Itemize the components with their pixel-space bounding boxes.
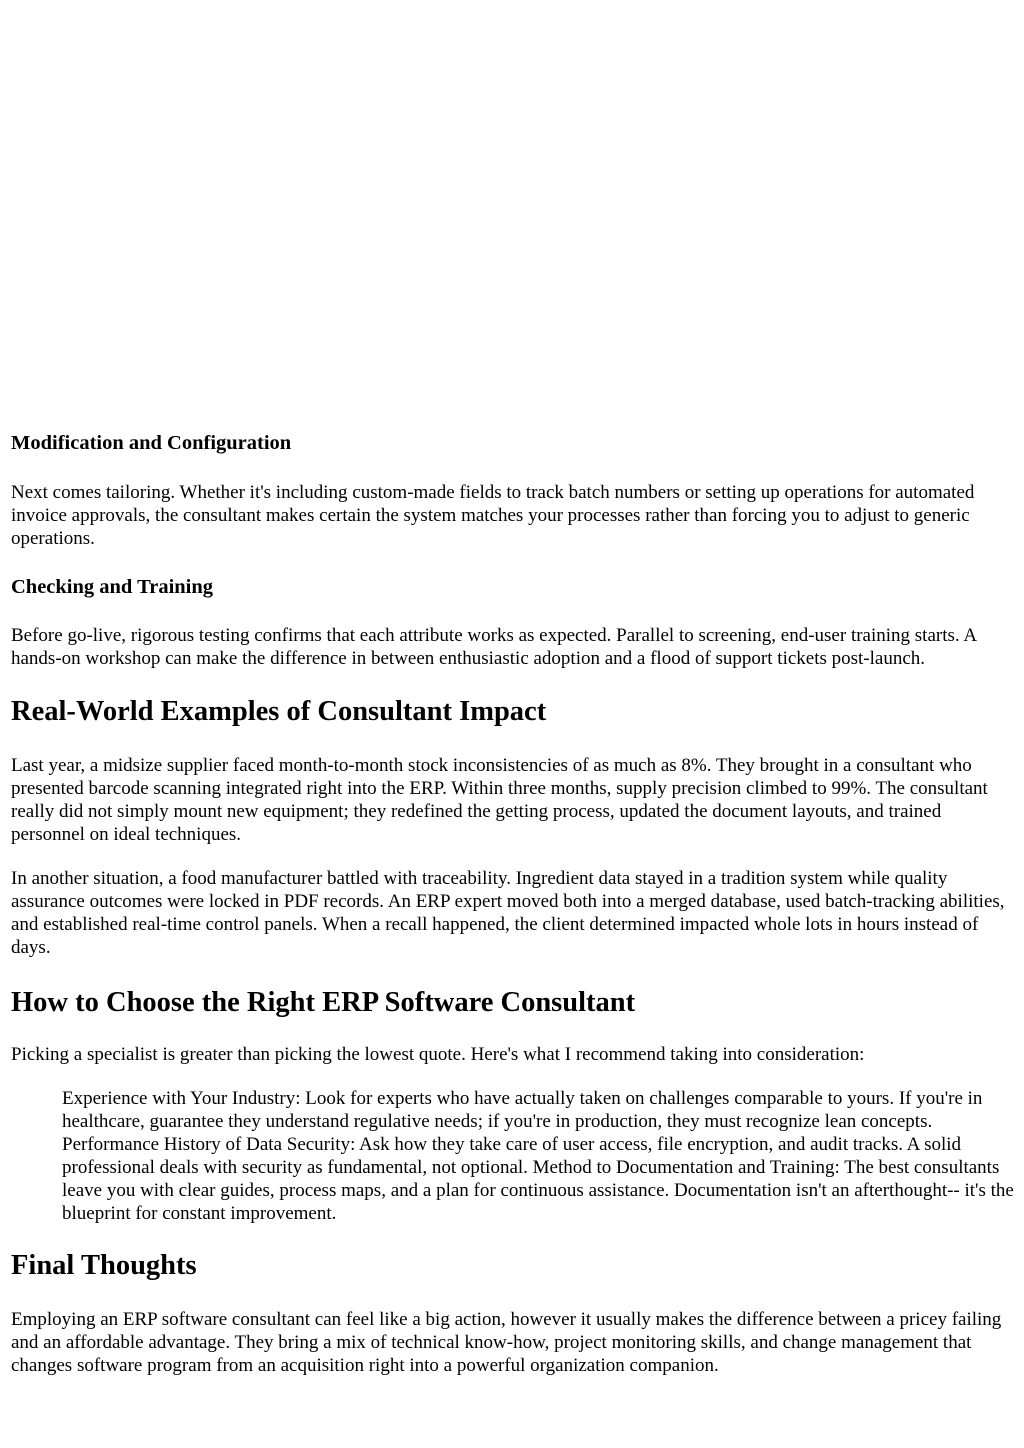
paragraph-choose: Picking a specialist is greater than picking the lowest quote. Here's what I recommend taking into consideration: (11, 1044, 865, 1065)
heading-checking: Checking and Training (11, 576, 214, 598)
heading-final: Final Thoughts (11, 1250, 197, 1281)
heading-choose: How to Choose the Right ERP Software Consultant (11, 987, 636, 1018)
paragraph-real-world-2: In another situation, a food manufacturer battled with traceability. Ingredient data stayed in a tradition system while quality assurance outcomes were locked in PDF records. An ERP expert moved both into a merged database, used batch-tracking abilities, and established real-time control panels. When a recall happened, the client determined impacted whole lots in hours instead of days. (11, 868, 1005, 958)
paragraph-checking: Before go-live, rigorous testing confirms that each attribute works as expected. Parallel to screening, end-user training starts. A hands-on workshop can make the difference in between enthusiastic adoption and a flood of support tickets post-launch. (11, 625, 977, 669)
blank-top-area (0, 0, 1024, 430)
heading-real-world: Real-World Examples of Consultant Impact (11, 696, 547, 727)
blockquote-choose: Experience with Your Industry: Look for experts who have actually taken on challenges comparable to yours. If you're in healthcare, guarantee they understand regulative needs; if you're in production, they must recognize lean concepts. Performance History of Data Security: Ask how they take care of user access, file encryption, and audit tracks. A solid professional deals with security as fundamental, not optional. Method to Documentation and Training: The best consultants leave you with clear guides, process maps, and a plan for continuous assistance. Documentation isn't an afterthought-- it's the blueprint for constant improvement. (62, 1088, 1014, 1224)
heading-modification: Modification and Configuration (11, 432, 292, 454)
paragraph-final: Employing an ERP software consultant can feel like a big action, however it usually makes the difference between a pricey failing and an affordable advantage. They bring a mix of technical know-how, project monitoring skills, and change management that changes software program from an acquisition right into a powerful organization companion. (11, 1309, 1002, 1376)
paragraph-real-world-1: Last year, a midsize supplier faced month-to-month stock inconsistencies of as much as 8%. They brought in a consultant who presented barcode scanning integrated right into the ERP. Within three months, supply precision climbed to 99%. The consultant really did not simply mount new equipment; they redefined the getting process, updated the document layouts, and trained personnel on ideal techniques. (11, 755, 988, 845)
article-body (0, 430, 1024, 1377)
paragraph-modification: Next comes tailoring. Whether it's including custom-made fields to track batch numbers or setting up operations for automated invoice approvals, the consultant makes certain the system matches your processes rather than forcing you to adjust to generic operations. (11, 482, 975, 549)
